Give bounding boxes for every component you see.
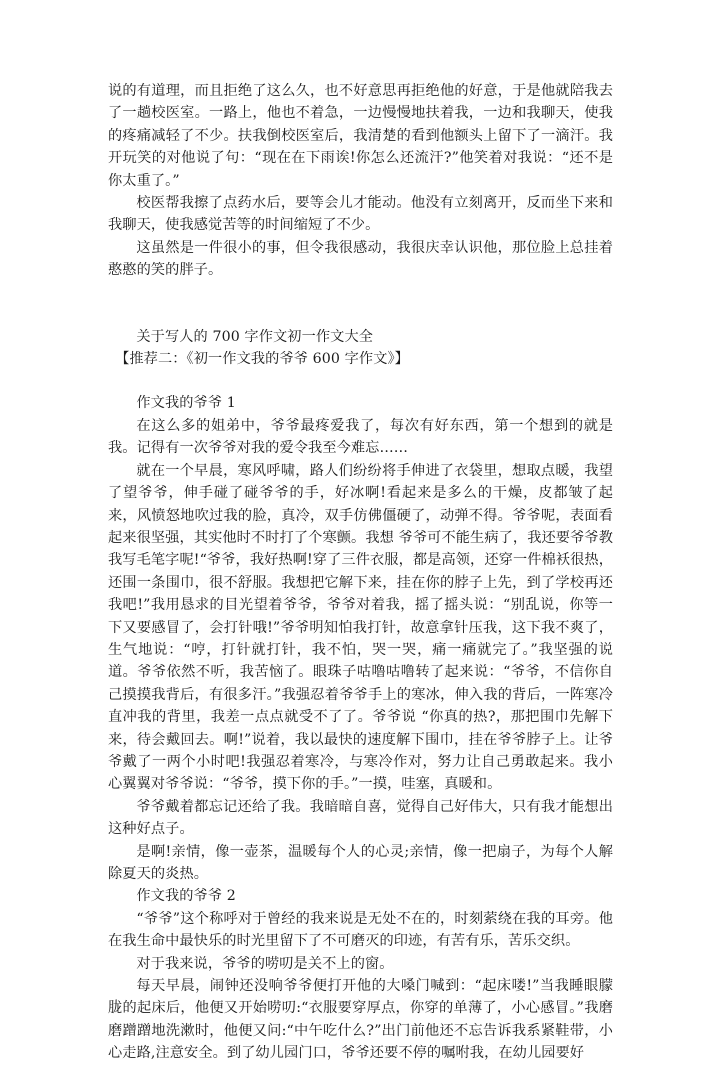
- essay-2-title: 作文我的爷爷 2: [136, 888, 236, 905]
- spacer: [108, 370, 613, 392]
- essay-1-title: 作文我的爷爷 1: [136, 395, 236, 412]
- essay-1-paragraph-3: 爷爷戴着都忘记还给了我。我暗暗自喜，觉得自己好伟大，只有我才能想出这种好点子。: [108, 798, 613, 838]
- essay-2-paragraph-1: “爷爷”这个称呼对于曾经的我来说是无处不在的，时刻萦绕在我的耳旁。他在我生命中最快乐的时光里留下了不可磨灭的印迹，有苦有乐，苦乐交织。: [108, 910, 613, 950]
- recommend-heading: 【推荐二：《初一作文我的爷爷 600 字作文》】: [115, 351, 409, 368]
- section-title: 关于写人的 700 字作文初一作文大全: [136, 328, 374, 345]
- intro-paragraph-2: 校医帮我擦了点药水后，要等会儿才能动。他没有立刻离开，反而坐下来和我聊天，使我感觉苦等的时间缩短了不少。: [108, 195, 613, 234]
- essay-2-paragraph-2: 对于我来说，爷爷的唠叨是关不上的窗。: [136, 955, 394, 972]
- essay-2-paragraph-3: 每天早晨，闹钟还没响爷爷便打开他的大嗓门喊到：“起床喽!”当我睡眼朦胧的起床后，他便又开始唠叨:“衣服要穿厚点，你穿的单薄了，小心感冒。”我磨磨蹭蹭地洗漱时，他便又问:“中午吃什么?”出门前他还不忘告诉我系紧鞋带，小心走路,注意安全。到了幼儿园门口，爷爷还要不停的嘱咐我，在幼儿园要好: [108, 978, 613, 1062]
- document-page: [108, 80, 613, 1065]
- spacer: [108, 282, 613, 326]
- essay-1-paragraph-4: 是啊!亲情，像一壶茶，温暖每个人的心灵;亲情，像一把扇子，为每个人解除夏天的炎热。: [108, 843, 613, 882]
- intro-paragraph-1: 说的有道理，而且拒绝了这么久，也不好意思再拒绝他的好意，于是他就陪我去了一趟校医室。一路上，他也不着急，一边慢慢地扶着我，一边和我聊天，使我的疼痛减轻了不少。扶我倒校医室后，我清楚的看到他额头上留下了一滴汗。我开玩笑的对他说了句：“现在在下雨诶!你怎么还流汗?”他笑着对我说：“还不是你太重了。”: [108, 83, 613, 189]
- essay-1-paragraph-2: 就在一个早晨，寒风呼啸，路人们纷纷将手伸进了衣袋里，想取点暖，我望了望爷爷，伸手碰了碰爷爷的手，好冰啊!看起来是多么的干燥，皮都皱了起来，风愤怒地吹过我的脸，真冷，双手仿佛僵硬了，动弹不得。爷爷呢，表面看起来很坚强，其实他时不时打了个寒颤。我想 爷爷可不能生病了，我还要爷爷教我写毛笔字呢!“爷爷，我好热啊!穿了三件衣服，都是高领，还穿一件棉袄很热，还围一条围巾，很不舒服。我想把它解下来，挂在你的脖子上先，到了学校再还我吧!”我用恳求的目光望着爷爷，爷爷对着我，摇了摇头说：“别乱说，你等一下又要感冒了，会打针哦!”爷爷明知怕我打针，故意拿针压我，这下我不爽了，生气地说：“哼，打针就打针，我不怕，哭一哭，痛一痛就完了。”我坚强的说道。爷爷依然不听，我苦恼了。眼珠子咕噜咕噜转了起来说：“爷爷，不信你自己摸摸我背后，有很多汗。”我强忍着爷爷手上的寒冰，伸入我的背后，一阵寒冷直冲我的背里，我差一点点就受不了了。爷爷说 “你真的热?，那把围巾先解下来，待会戴回去。啊!”说着，我以最快的速度解下围巾，挂在爷爷脖子上。让爷爷戴了一两个小时吧!我强忍着寒冷，与寒冷作对，努力让自己勇敢起来。我小心翼翼对爷爷说：“爷爷，摸下你的手。”一摸，哇塞，真暖和。: [108, 462, 613, 793]
- intro-paragraph-3: 这虽然是一件很小的事，但令我很感动，我很庆幸认识他，那位脸上总挂着憨憨的笑的胖子。: [108, 239, 613, 279]
- essay-1-paragraph-1: 在这么多的姐弟中，爷爷最疼爱我了，每次有好东西，第一个想到的就是我。记得有一次爷爷对我的爱令我至今难忘……: [108, 417, 613, 457]
